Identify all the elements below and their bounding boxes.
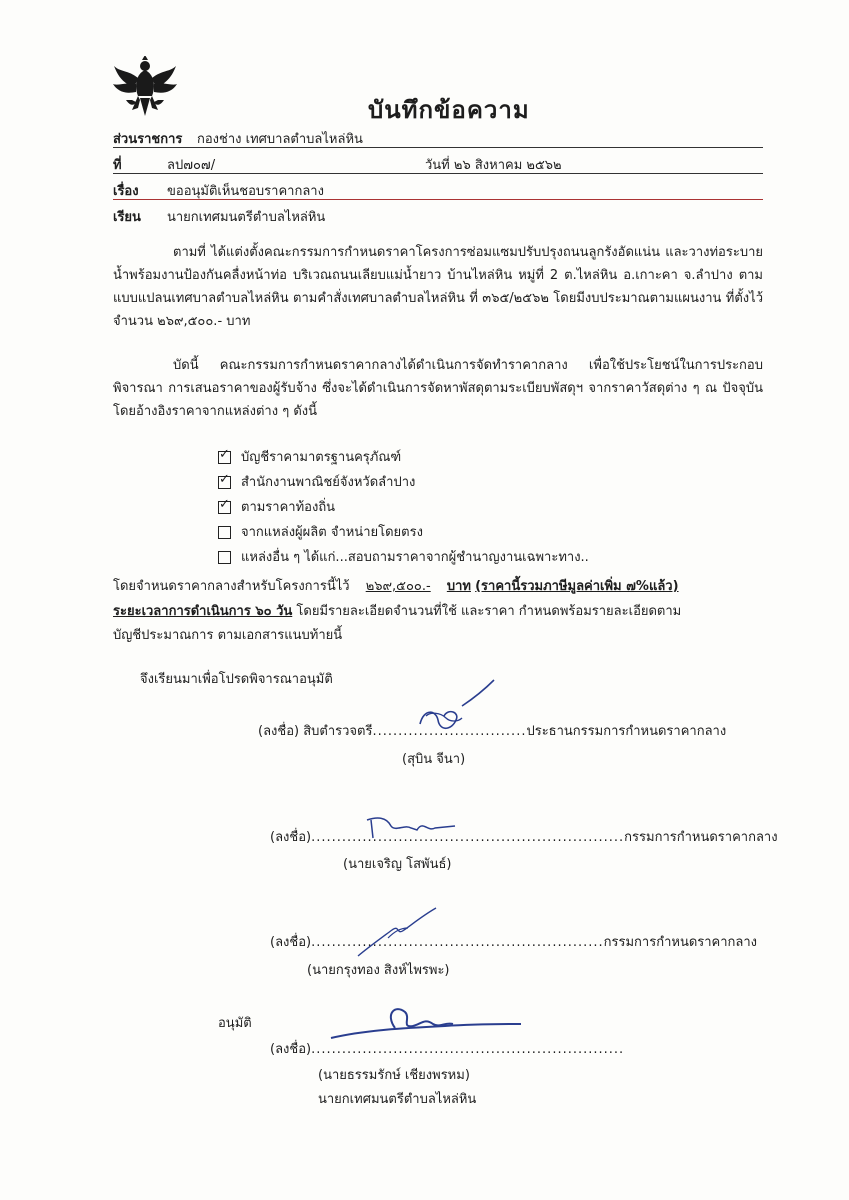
sig3-prefix: (ลงชื่อ) (270, 935, 312, 950)
paragraph-status: บัดนี้ คณะกรรมการกำหนดราคากลางได้ดำเนินการจัดทำราคากลาง เพื่อใช้ประโยชน์ในการประกอบพิจารณา การเสนอราคาของผู้รับจ้าง ซึ่งจะได้ดำเนินการจัดหาพัสดุตามระเบียบพัสดุฯ จากราคาวัสดุต่าง ๆ ณ ปัจจุบัน โดยอ้างอิงราคาจากแหล่งต่าง ๆ ดังนี้ (113, 358, 763, 419)
price-vat-note: (ราคานี้รวมภาษีมูลค่าเพิ่ม ๗%แล้ว) (475, 579, 679, 594)
checklist-item: จากแหล่งผู้ผลิต จำหน่ายโดยตรง (218, 520, 589, 545)
sig2-role: กรรมการกำหนดราคากลาง (624, 830, 778, 845)
sig3-name: (นายกรุงทอง สิงห์ไพรพะ) (307, 963, 450, 978)
to-value: นายกเทศมนตรีตำบลไหล่หิน (167, 210, 326, 225)
duration-line-2: บัญชีประมาณการ ตามเอกสารแนบท้ายนี้ (113, 628, 343, 643)
to-label: เรียน (113, 210, 141, 225)
sig1-prefix: (ลงชื่อ) สิบตำรวจตรี (258, 724, 373, 739)
dept-label: ส่วนราชการ (113, 132, 183, 147)
checkbox-empty-icon (218, 526, 231, 539)
member1-signature-icon (365, 812, 461, 842)
checkbox-checked-icon: ✓ (219, 472, 230, 487)
approve-label: อนุมัติ (218, 1016, 252, 1031)
sig4-name: (นายธรรมรักษ์ เชียงพรหม) (318, 1068, 470, 1083)
sig2-name: (นายเจริญ โสพันธ์) (343, 857, 452, 872)
price-prefix: โดยจำหนดราคากลางสำหรับโครงการนี้ไว้ (113, 579, 350, 594)
signature-block-member-2 (270, 931, 757, 952)
price-unit: บาท (446, 579, 471, 594)
checklist-item: แหล่งอื่น ๆ ได้แก่...สอบถามราคาจากผู้ชำนาญงานเฉพาะทาง.. (218, 545, 589, 570)
dept-value: กองช่าง เทศบาลตำบลไหล่หิน (197, 132, 363, 147)
sig1-name: (สุบิน จีนา) (402, 752, 466, 767)
sig4-prefix: (ลงชื่อ) (270, 1042, 312, 1057)
sig4-role: นายกเทศมนตรีตำบลไหล่หิน (318, 1092, 477, 1107)
subject-value: ขออนุมัติเห็นชอบราคากลาง (167, 184, 324, 199)
sig3-role: กรรมการกำหนดราคากลาง (603, 935, 758, 950)
reference-checklist (218, 445, 589, 570)
sig3-dotline: ......................................................... (311, 935, 604, 950)
memo-date: วันที่ ๒๖ สิงหาคม ๒๕๖๒ (425, 158, 562, 173)
duration-line (113, 600, 681, 621)
price-value: ๒๖๙,๕๐๐.- (365, 579, 431, 594)
closing-text: จึงเรียนมาเพื่อโปรดพิจารณาอนุมัติ (140, 672, 333, 687)
checklist-item: ✓ ตามราคาท้องถิ่น (219, 497, 336, 515)
mayor-signature-icon (325, 1000, 525, 1046)
member2-signature-icon (348, 906, 440, 962)
chair-signature-icon (400, 676, 510, 742)
ref-no-label: ที่ (113, 158, 122, 173)
sig2-dotline: ............................................................. (311, 830, 625, 845)
paragraph-background: ตามที่ ได้แต่งตั้งคณะกรรมการกำหนดราคาโครงการซ่อมแซมปรับปรุงถนนลูกรังอัดแน่น และวางท่อระบายน้ำพร้อมงานป้องกันคลื่งหน้าท่อ บริเวณถนนเลียบแม่น้ำยาว บ้านไหล่หิน หมู่ที่ 2 ต.ไหล่หิน อ.เกาะคา จ.ลำปาง ตามแบบแปลนเทศบาลตำบลไหล่หิน ตามคำสั่งเทศบาลตำบลไหล่หิน ที่ ๓๖๕/๒๕๖๒ โดยมีงบประมาณตามแผนงาน ที่ตั้งไว้จำนวน ๒๖๙,๕๐๐.- บาท (113, 245, 763, 329)
ref-rule (113, 173, 763, 174)
checkbox-empty-icon (218, 551, 231, 564)
sig1-dotline: .............................. (372, 724, 527, 739)
sig4-dotline: ............................................................. (311, 1042, 625, 1057)
checklist-item: ✓ บัญชีราคามาตรฐานครุภัณฑ์ (219, 447, 402, 465)
subject-rule (113, 199, 763, 200)
duration-label: ระยะเวลาการดำเนินการ ๖๐ วัน (113, 604, 293, 619)
duration-rest: โดยมีรายละเอียดจำนวนที่ใช้ และราคา กำหนดพร้อมรายละเอียดตาม (296, 604, 682, 619)
price-line (113, 575, 679, 596)
memo-title: บันทึกข้อความ (368, 96, 530, 124)
checklist-item: ✓ สำนักงานพาณิชย์จังหวัดลำปาง (219, 472, 416, 490)
sig2-prefix: (ลงชื่อ) (270, 830, 312, 845)
dept-rule (113, 147, 763, 148)
ref-no-value: ลป๗๐๗/ (167, 158, 216, 173)
checkbox-checked-icon: ✓ (219, 447, 230, 462)
sig1-role: ประธานกรรมการกำหนดราคากลาง (526, 724, 727, 739)
garuda-emblem-icon (112, 56, 178, 118)
signature-block-member-1 (270, 826, 778, 847)
checkbox-checked-icon: ✓ (219, 497, 230, 512)
subject-label: เรื่อง (113, 184, 139, 199)
